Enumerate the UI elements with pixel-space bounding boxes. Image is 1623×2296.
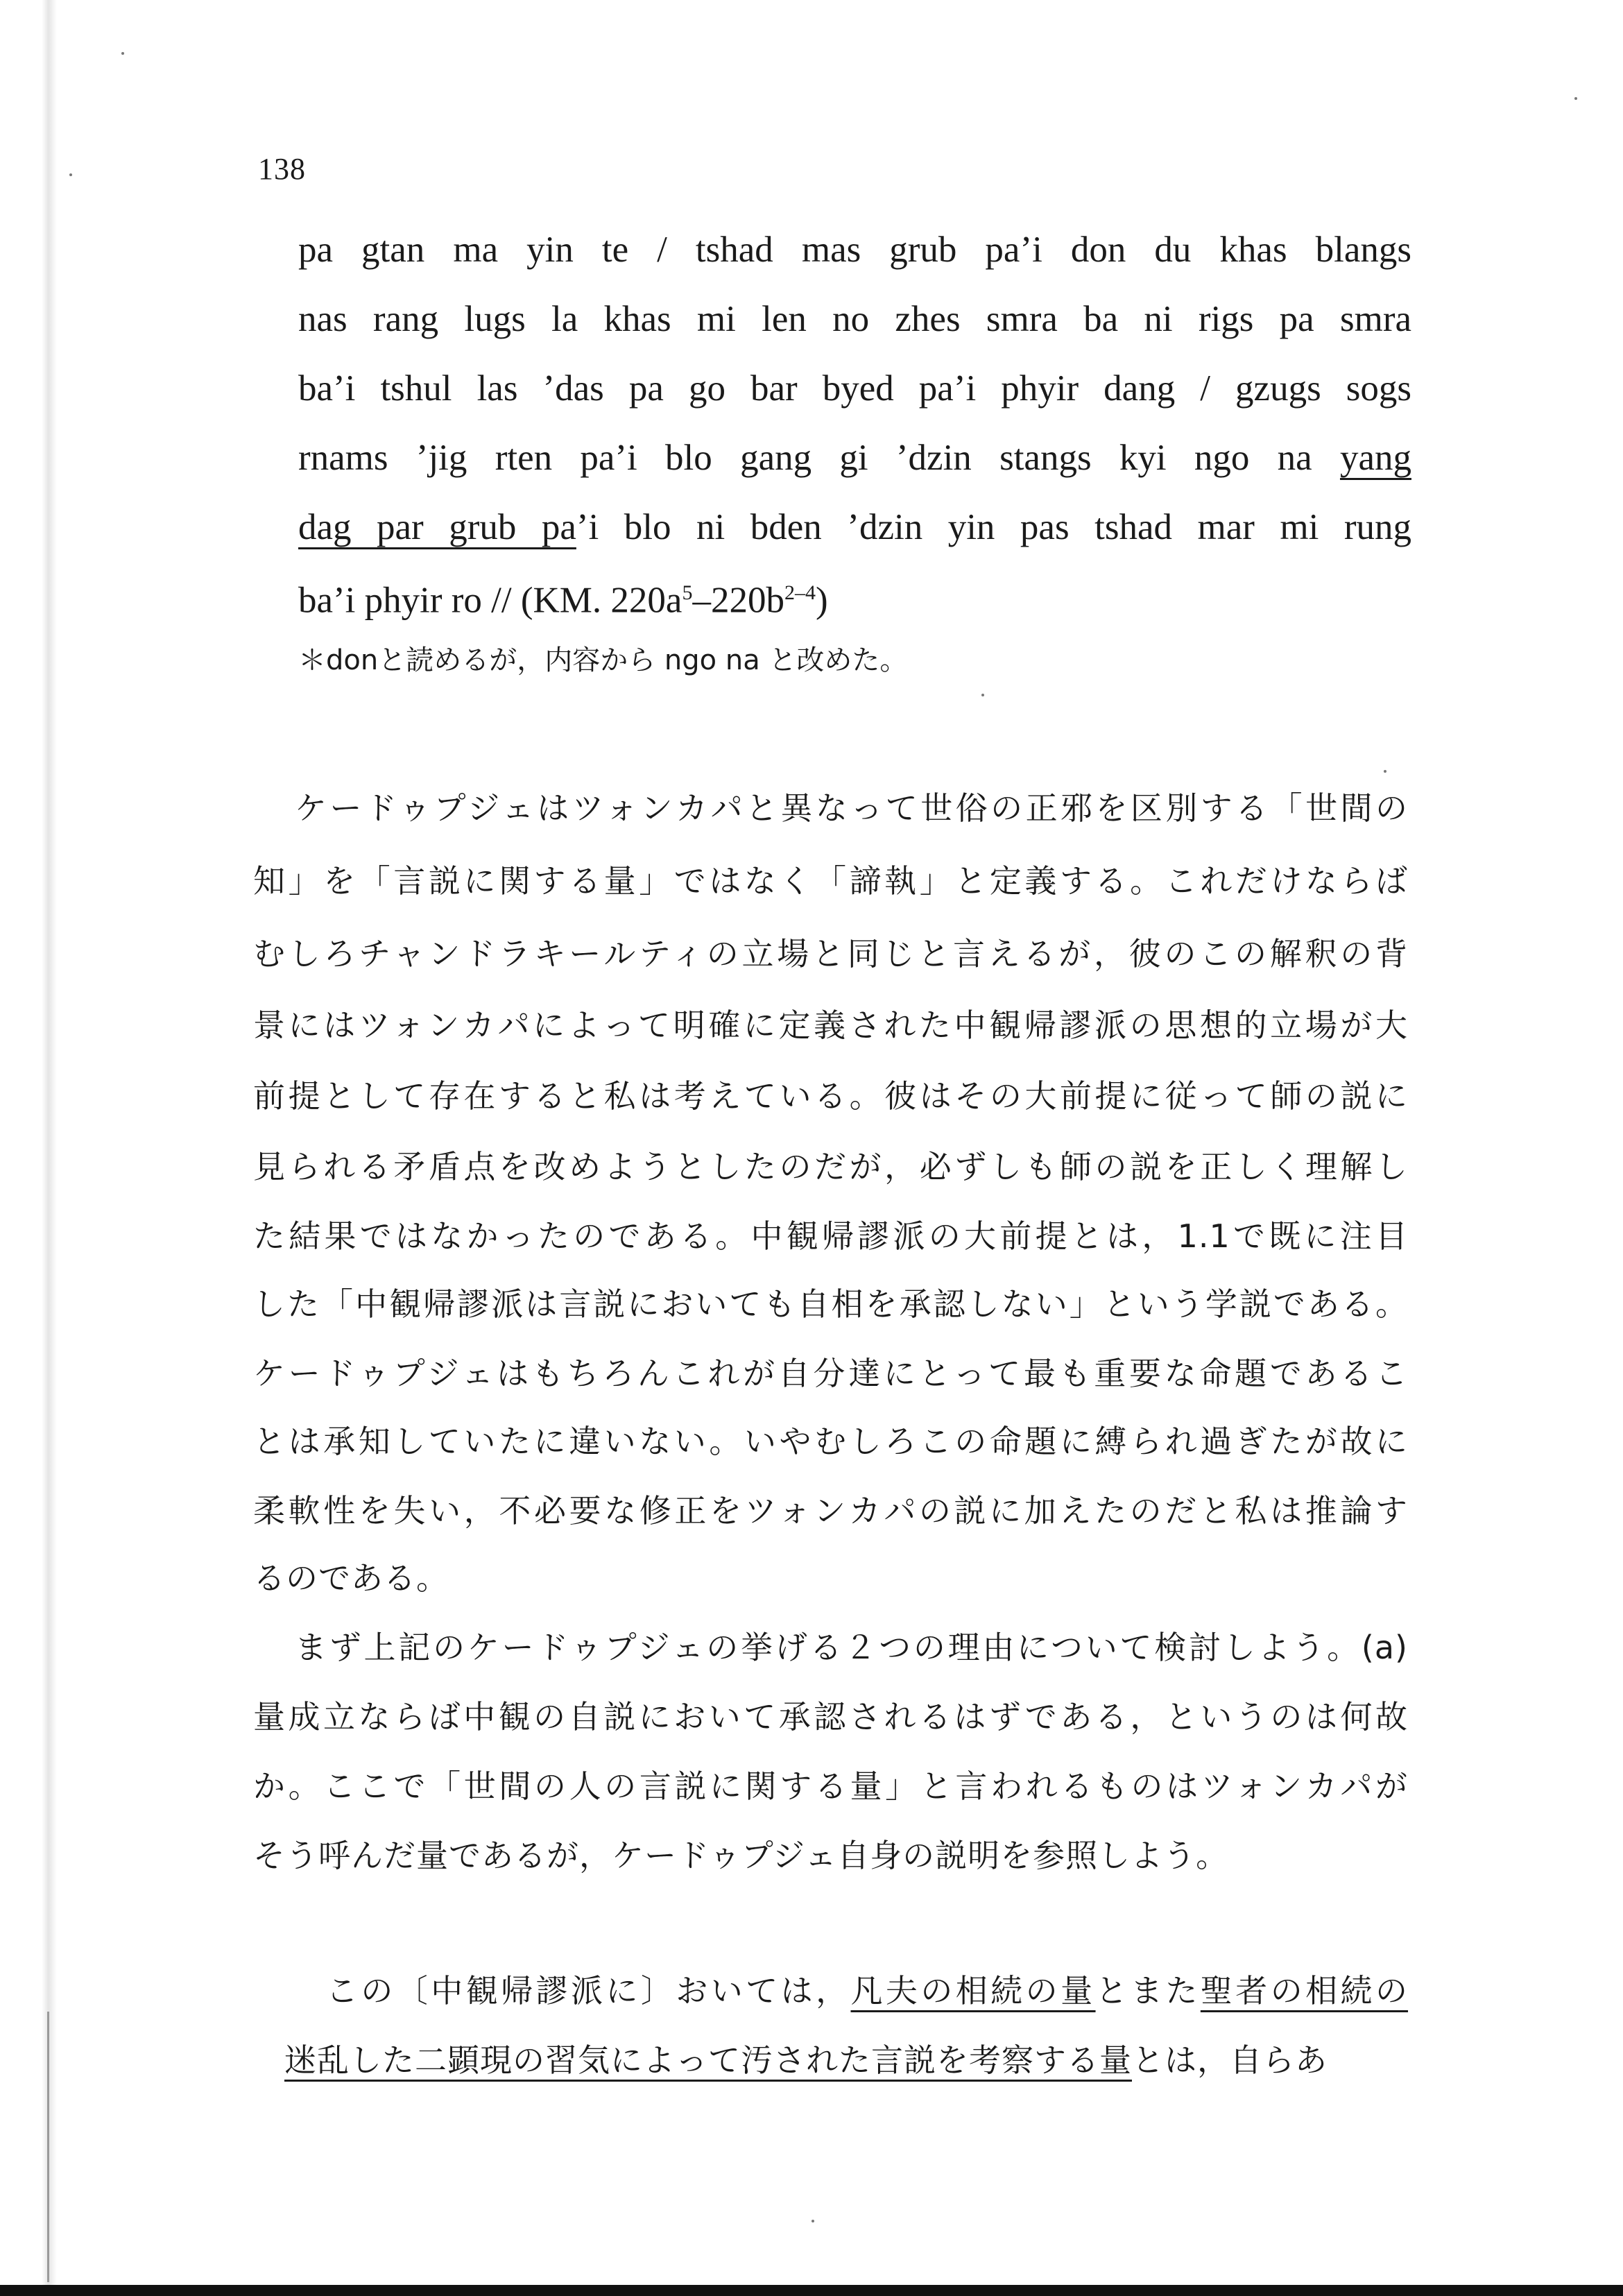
tibetan-line (298, 506, 1411, 548)
citation-sup-2: 2–4 (784, 581, 816, 604)
citation-end: ) (815, 580, 828, 621)
tibetan-line (298, 298, 1411, 340)
quote-underlined: 迷乱した二顕現の習気によって汚された言説を考察する量 (284, 2041, 1132, 2079)
scan-speck (812, 2220, 814, 2222)
text-line: た結果ではなかったのである。中観帰謬派の大前提とは，1.1で既に注目 (253, 1217, 1408, 1255)
page-number: 138 (258, 152, 306, 186)
quote-text: とまた (1095, 1972, 1201, 2010)
citation-mid: –220b (692, 580, 784, 621)
text-line: ケードゥプジェはツォンカパと異なって世俗の正邪を区別する「世間の (295, 789, 1408, 827)
tibetan-segment: ’i blo ni bden ’dzin yin pas tshad mar mi rung (576, 507, 1411, 547)
text-line: 知」を「言説に関する量」ではなく「諦執」と定義する。これだけならば (253, 862, 1408, 900)
scan-bottom-edge (0, 2285, 1623, 2296)
text-line: そう呼んだ量であるが，ケードゥプジェ自身の説明を参照しよう。 (253, 1837, 1229, 1874)
tibetan-underlined-segment: yang (1339, 438, 1411, 478)
text-line: るのである。 (253, 1559, 449, 1597)
tibetan-citation-line (298, 572, 1411, 622)
text-line: 前提として存在すると私は考えている。彼はその大前提に従って師の説に (253, 1077, 1408, 1115)
binding-shadow (42, 0, 57, 2296)
tibetan-segment: nas rang lugs la khas mi len no zhes smra ba ni rigs pa smra (298, 299, 1411, 339)
citation-sup-1: 5 (682, 581, 693, 604)
tibetan-line (298, 368, 1411, 409)
text-line: とは承知していたに違いない。いやむしろこの命題に縛られ過ぎたが故に (253, 1423, 1408, 1460)
scan-speck (1384, 770, 1386, 773)
text-line: した「中観帰謬派は言説においても自相を承認しない」という学説である。 (253, 1285, 1408, 1323)
text-line: か。ここで「世間の人の言説に関する量」と言われるものはツォンカパが (253, 1767, 1408, 1805)
quote-underlined: 凡夫の相続の量 (850, 1972, 1096, 2010)
tibetan-segment: ba’i tshul las ’das pa go bar byed pa’i phyir dang / gzugs sogs (298, 368, 1411, 409)
quote-line (284, 2039, 1408, 2081)
scan-speck (121, 52, 124, 55)
quote-underlined: 聖者の相続の (1200, 1972, 1409, 2010)
scan-speck (1574, 97, 1577, 100)
text-line: むしろチャンドラキールティの立場と同じと言えるが，彼のこの解釈の背 (253, 935, 1408, 973)
binding-line (47, 2012, 49, 2282)
tibetan-line (298, 229, 1411, 271)
text-line: 量成立ならば中観の自説において承認されるはずである，というのは何故 (253, 1698, 1408, 1736)
tibetan-underlined-segment: dag par grub pa (298, 507, 576, 547)
quote-text: この〔中観帰謬派に〕おいては， (326, 1972, 851, 2010)
quote-line (326, 1970, 1408, 2012)
footnote: ＊donと読めるが，内容から ngo na と改めた。 (298, 644, 908, 676)
tibetan-segment: pa gtan ma yin te / tshad mas grub pa’i don du khas blangs (298, 230, 1411, 270)
citation-text: ba’i phyir ro // (KM. 220a (298, 580, 682, 621)
quote-text: とは，自らあ (1132, 2041, 1328, 2079)
tibetan-line (298, 437, 1411, 479)
scan-speck (981, 694, 984, 696)
text-line: ケードゥプジェはもちろんこれが自分達にとって最も重要な命題であるこ (253, 1355, 1408, 1392)
tibetan-segment: rnams ’jig rten pa’i blo gang gi ’dzin stangs kyi ngo na (298, 438, 1340, 478)
scan-speck (69, 173, 72, 176)
text-line: まず上記のケードゥプジェの挙げる２つの理由について検討しよう。(a) (295, 1629, 1408, 1666)
text-line: 見られる矛盾点を改めようとしたのだが，必ずしも師の説を正しく理解し (253, 1148, 1408, 1185)
text-line: 柔軟性を失い，不必要な修正をツォンカパの説に加えたのだと私は推論す (253, 1492, 1408, 1530)
text-line: 景にはツォンカパによって明確に定義された中観帰謬派の思想的立場が大 (253, 1006, 1408, 1044)
